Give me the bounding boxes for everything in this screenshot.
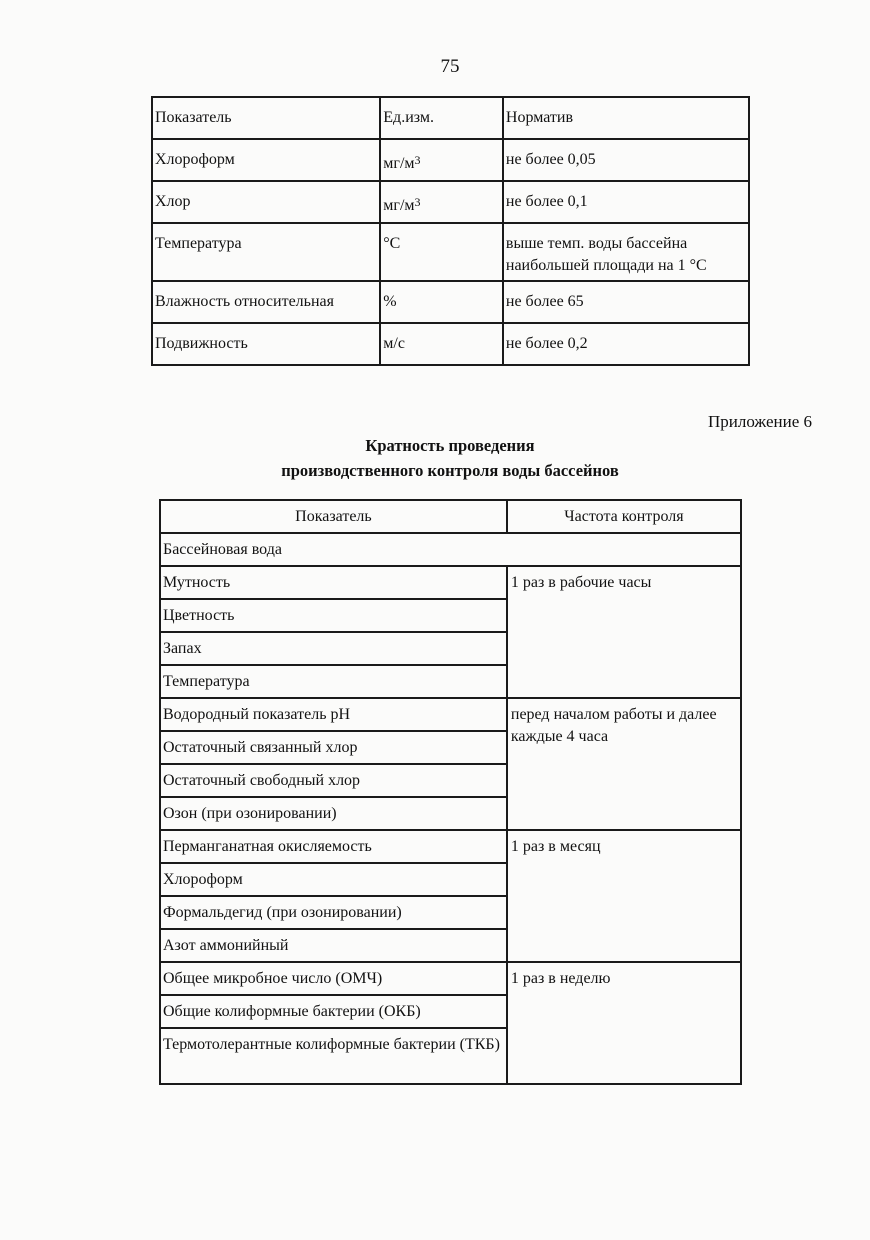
control-frequency-table <box>159 499 742 1085</box>
indicator-cell: Влажность относительная <box>152 281 380 323</box>
indicator-cell: Водородный показатель pH <box>160 698 507 731</box>
unit-superscript: 3 <box>414 153 421 167</box>
indicator-cell: Озон (при озонировании) <box>160 797 507 830</box>
table-row <box>152 139 749 181</box>
unit-text: мг/м <box>383 197 415 214</box>
title-line-2: производственного контроля воды бассейнов <box>281 461 619 480</box>
indicator-cell: Хлор <box>152 181 380 223</box>
header-frequency: Частота контроля <box>507 500 741 533</box>
section-title <box>150 433 750 483</box>
section-row <box>160 533 741 566</box>
table-row <box>152 323 749 365</box>
indicator-cell: Остаточный связанный хлор <box>160 731 507 764</box>
indicator-cell: Мутность <box>160 566 507 599</box>
indicator-cell: Хлороформ <box>152 139 380 181</box>
appendix-label: Приложение 6 <box>708 412 812 431</box>
indicator-cell: Азот аммонийный <box>160 929 507 962</box>
indicator-cell: Температура <box>160 665 507 698</box>
table-row <box>152 281 749 323</box>
norm-cell: не более 65 <box>503 281 749 323</box>
norm-cell: не более 0,05 <box>503 139 749 181</box>
indicator-cell: Цветность <box>160 599 507 632</box>
table-row <box>152 181 749 223</box>
section-label: Бассейновая вода <box>160 533 741 566</box>
unit-superscript: 3 <box>414 195 421 209</box>
air-norms-table <box>151 96 750 366</box>
norm-cell: не более 0,2 <box>503 323 749 365</box>
frequency-cell: 1 раз в неделю <box>507 962 741 1084</box>
page-number: 75 <box>440 56 460 77</box>
indicator-cell: Остаточный свободный хлор <box>160 764 507 797</box>
header-norm: Норматив <box>503 97 749 139</box>
frequency-cell: 1 раз в рабочие часы <box>507 566 741 698</box>
table-row <box>160 566 741 599</box>
table-row <box>160 698 741 731</box>
indicator-cell: Перманганатная окисляемость <box>160 830 507 863</box>
unit-cell: м/с <box>380 323 503 365</box>
table-row <box>160 962 741 995</box>
unit-text: мг/м <box>383 155 415 172</box>
frequency-cell: 1 раз в месяц <box>507 830 741 962</box>
indicator-cell: Общие колиформные бактерии (ОКБ) <box>160 995 507 1028</box>
table-header-row <box>160 500 741 533</box>
indicator-cell: Формальдегид (при озонировании) <box>160 896 507 929</box>
unit-cell <box>380 181 503 223</box>
indicator-cell: Подвижность <box>152 323 380 365</box>
unit-cell: °С <box>380 223 503 281</box>
table-row <box>160 830 741 863</box>
unit-cell <box>380 139 503 181</box>
norm-cell: выше темп. воды бассейна наибольшей площади на 1 °С <box>503 223 749 281</box>
header-indicator: Показатель <box>152 97 380 139</box>
header-indicator: Показатель <box>160 500 507 533</box>
indicator-cell: Хлороформ <box>160 863 507 896</box>
indicator-cell: Температура <box>152 223 380 281</box>
indicator-cell: Запах <box>160 632 507 665</box>
title-line-1: Кратность проведения <box>365 436 535 455</box>
header-unit: Ед.изм. <box>380 97 503 139</box>
indicator-cell: Термотолерантные колиформные бактерии (ТКБ) <box>160 1028 507 1084</box>
unit-cell: % <box>380 281 503 323</box>
table-row <box>152 223 749 281</box>
norm-cell: не более 0,1 <box>503 181 749 223</box>
frequency-cell: перед началом работы и далее каждые 4 часа <box>507 698 741 830</box>
table-header-row <box>152 97 749 139</box>
indicator-cell: Общее микробное число (ОМЧ) <box>160 962 507 995</box>
